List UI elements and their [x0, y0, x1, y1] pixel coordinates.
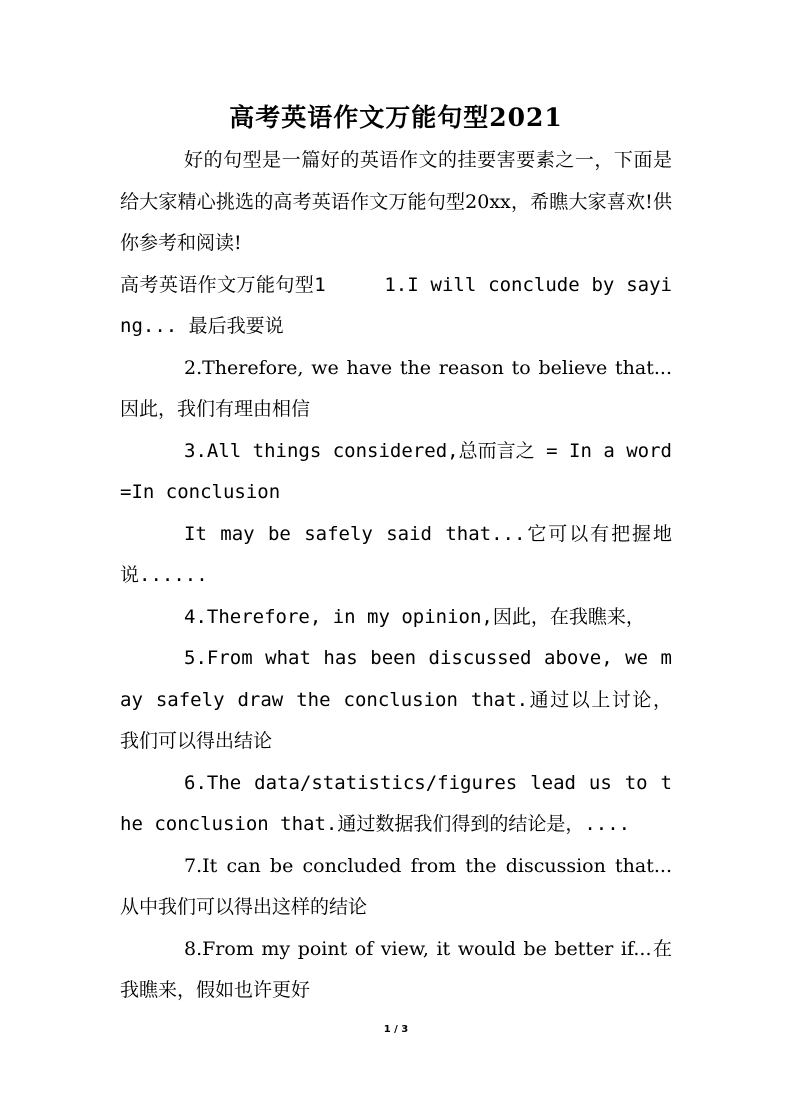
paragraph-8: 8.From my point of view, it would be better if...在我瞧来，假如也许更好	[120, 937, 672, 1001]
document-title: 高考英语作文万能句型2021	[229, 103, 563, 132]
paragraph-6: 6.The data/statistics/figures lead us to the conclusion that.通过数据我们得到的结论是，....	[120, 771, 672, 835]
paragraph-7: 7.It can be concluded from the discussion that... 从中我们可以得出这样的结论	[120, 854, 672, 918]
document-page	[120, 96, 672, 1012]
paragraph-2: 2.Therefore, we have the reason to believe that... 因此，我们有理由相信	[120, 356, 672, 420]
page-number: 1 / 3	[383, 1024, 409, 1035]
paragraph-1: 高考英语作文万能句型1 1.I will conclude by saying... 最后我要说	[120, 273, 672, 337]
paragraph-4: 4.Therefore, in my opinion,因此，在我瞧来，	[184, 605, 645, 628]
paragraph-3b: It may be safely said that...它可以有把握地说......	[120, 522, 672, 586]
paragraph-intro: 好的句型是一篇好的英语作文的挂要害要素之一，下面是给大家精心挑选的高考英语作文万能句型20xx，希瞧大家喜欢!供你参考和阅读!	[120, 149, 672, 254]
paragraph-5: 5.From what has been discussed above, we may safely draw the conclusion that.通过以上讨论，我们可以得出结论	[120, 647, 672, 752]
paragraph-3: 3.All things considered,总而言之 = In a word=In conclusion	[120, 439, 672, 503]
